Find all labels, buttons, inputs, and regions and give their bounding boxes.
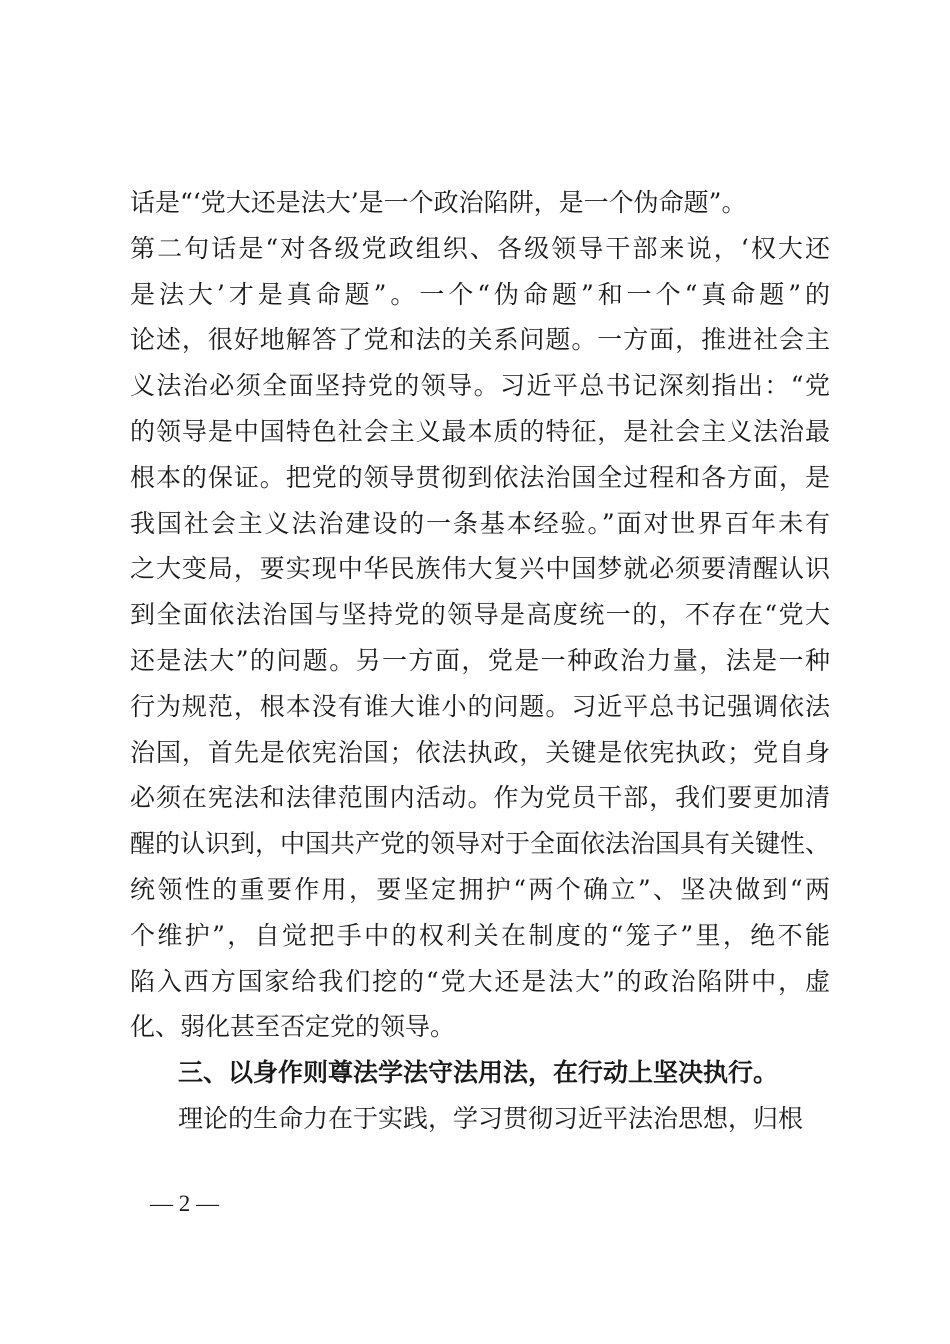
next-paragraph-start: 理论的生命力在于实践，学习贯彻习近平法治思想，归根 — [178, 1103, 804, 1133]
paragraph-line-9: 之大变局，要实现中华民族伟大复兴中国梦就必须要清醒认识 — [130, 554, 830, 584]
paragraph-line-4: 论述，很好地解答了党和法的关系问题。一方面，推进社会主 — [130, 325, 830, 355]
page-number: — 2 — — [150, 1191, 219, 1216]
paragraph-line-15: 醒的认识到，中国共产党的领导对于全面依法治国具有关键性、 — [130, 829, 831, 859]
paragraph-line-14: 必须在宪法和法律范围内活动。作为党员干部，我们要更加清 — [130, 783, 830, 813]
section-heading: 三、以身作则尊法学法守法用法，在行动上坚决执行。 — [178, 1058, 779, 1088]
paragraph-line-8: 我国社会主义法治建设的一条基本经验。”面对世界百年未有 — [130, 508, 830, 538]
paragraph-line-7: 根本的保证。把党的领导贯彻到依法治国全过程和各方面，是 — [130, 462, 830, 492]
paragraph-line-11: 还是法大”的问题。另一方面，党是一种政治力量，法是一种 — [130, 645, 830, 675]
paragraph-line-10: 到全面依法治国与坚持党的领导是高度统一的，不存在“党大 — [130, 600, 830, 630]
paragraph-line-12: 行为规范，根本没有谁大谁小的问题。习近平总书记强调依法 — [130, 691, 830, 721]
paragraph-line-19: 化、弱化甚至否定党的领导。 — [130, 1012, 456, 1042]
paragraph-line-3: 是法大’才是真命题”。一个“伪命题”和一个“真命题”的 — [130, 279, 830, 309]
paragraph-line-18: 陷入西方国家给我们挖的“党大还是法大”的政治陷阱中，虚 — [130, 966, 830, 996]
paragraph-line-17: 个维护”，自觉把手中的权利关在制度的“笼子”里，绝不能 — [130, 920, 830, 950]
paragraph-line-16: 统领性的重要作用，要坚定拥护“两个确立”、坚决做到“两 — [130, 874, 830, 904]
paragraph-line-2: 第二句话是“对各级党政组织、各级领导干部来说，‘权大还 — [130, 233, 830, 263]
paragraph-line-5: 义法治必须全面坚持党的领导。习近平总书记深刻指出：“党 — [130, 371, 830, 401]
paragraph-line-6: 的领导是中国特色社会主义最本质的特征，是社会主义法治最 — [130, 416, 830, 446]
body-text — [130, 180, 830, 1142]
paragraph-line-1: 话是“‘党大还是法大’是一个政治陷阱，是一个伪命题”。 — [130, 188, 747, 217]
paragraph-line-13: 治国，首先是依宪治国；依法执政，关键是依宪执政；党自身 — [130, 737, 830, 767]
